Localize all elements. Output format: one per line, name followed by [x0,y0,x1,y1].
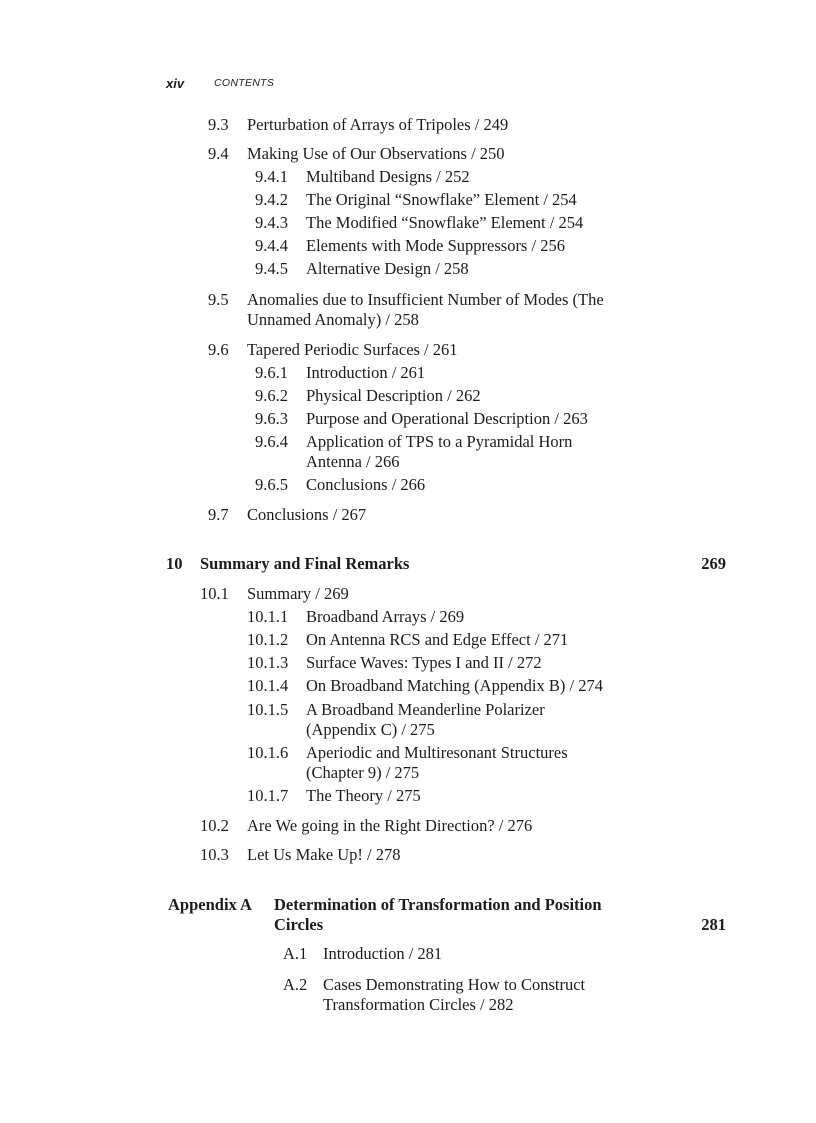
entry-number: 9.6.5 [255,475,288,494]
entry-number: 9.4.4 [255,236,288,255]
entry-title: Perturbation of Arrays of Tripoles / 249 [247,115,509,134]
entry-title: Multiband Designs / 252 [306,167,470,186]
page-number: xiv [166,76,185,91]
appendix-title-continuation: Circles [274,915,324,934]
entry-title: On Broadband Matching (Appendix B) / 274 [306,676,603,695]
entry-number: 9.4.3 [255,213,288,232]
chapter-number: 10 [166,554,183,573]
appendix-title: Determination of Transformation and Position [274,895,602,914]
entry-number: 10.1.7 [247,786,289,805]
entry-number: 9.4.2 [255,190,288,209]
chapter-title: Summary and Final Remarks [200,554,410,573]
entry-number: 10.2 [200,816,229,835]
entry-title: Aperiodic and Multiresonant Structures [306,743,568,762]
entry-title: Making Use of Our Observations / 250 [247,144,505,163]
entry-title: Physical Description / 262 [306,386,481,405]
entry-number: 10.1.5 [247,700,289,719]
entry-number: 10.3 [200,845,229,864]
entry-title: On Antenna RCS and Edge Effect / 271 [306,630,569,649]
entry-title-continuation: (Appendix C) / 275 [306,720,435,739]
entry-title: Broadband Arrays / 269 [306,607,465,626]
entry-title: A Broadband Meanderline Polarizer [306,700,545,719]
entry-number: 9.4 [208,144,229,163]
entry-title: The Modified “Snowflake” Element / 254 [306,213,584,232]
entry-title: Introduction / 261 [306,363,426,382]
entry-number: 9.5 [208,290,229,309]
entry-number: 10.1 [200,584,229,603]
entry-title: Conclusions / 267 [247,505,367,524]
entry-number: 10.1.2 [247,630,289,649]
entry-number: 10.1.4 [247,676,289,695]
entry-number: 9.4.1 [255,167,288,186]
entry-title: Are We going in the Right Direction? / 276 [247,816,533,835]
entry-title-continuation: Antenna / 266 [306,452,400,471]
entry-title: Conclusions / 266 [306,475,426,494]
entry-number: 9.4.5 [255,259,288,278]
entry-title: The Theory / 275 [306,786,421,805]
entry-title: Alternative Design / 258 [306,259,469,278]
entry-number: 10.1.1 [247,607,289,626]
appendix-page-number: 281 [701,915,726,934]
entry-title: Surface Waves: Types I and II / 272 [306,653,542,672]
entry-title: Purpose and Operational Description / 263 [306,409,588,428]
entry-title: Cases Demonstrating How to Construct [323,975,586,994]
chapter-page-number: 269 [701,554,726,573]
entry-title: Let Us Make Up! / 278 [247,845,401,864]
entry-number: 10.1.6 [247,743,289,762]
entry-title: Introduction / 281 [323,944,443,963]
entry-number: 10.1.3 [247,653,289,672]
entry-number: A.1 [283,944,308,963]
appendix-label: Appendix A [168,895,252,914]
entry-number: 9.6 [208,340,229,359]
entry-number: 9.7 [208,505,229,524]
entry-title: The Original “Snowflake” Element / 254 [306,190,577,209]
entry-title: Elements with Mode Suppressors / 256 [306,236,565,255]
entry-title-continuation: Transformation Circles / 282 [323,995,514,1014]
entry-title: Summary / 269 [247,584,349,603]
entry-number: 9.6.2 [255,386,288,405]
entry-number: 9.6.3 [255,409,288,428]
entry-number: 9.6.1 [255,363,288,382]
entry-number: 9.6.4 [255,432,288,451]
entry-title: Tapered Periodic Surfaces / 261 [247,340,458,359]
running-title: CONTENTS [214,77,275,89]
entry-title: Anomalies due to Insufficient Number of Modes (The [247,290,604,309]
entry-number: 9.3 [208,115,229,134]
entry-title-continuation: Unnamed Anomaly) / 258 [247,310,419,329]
entry-title-continuation: (Chapter 9) / 275 [306,763,420,782]
entry-title: Application of TPS to a Pyramidal Horn [306,432,573,451]
entry-number: A.2 [283,975,308,994]
